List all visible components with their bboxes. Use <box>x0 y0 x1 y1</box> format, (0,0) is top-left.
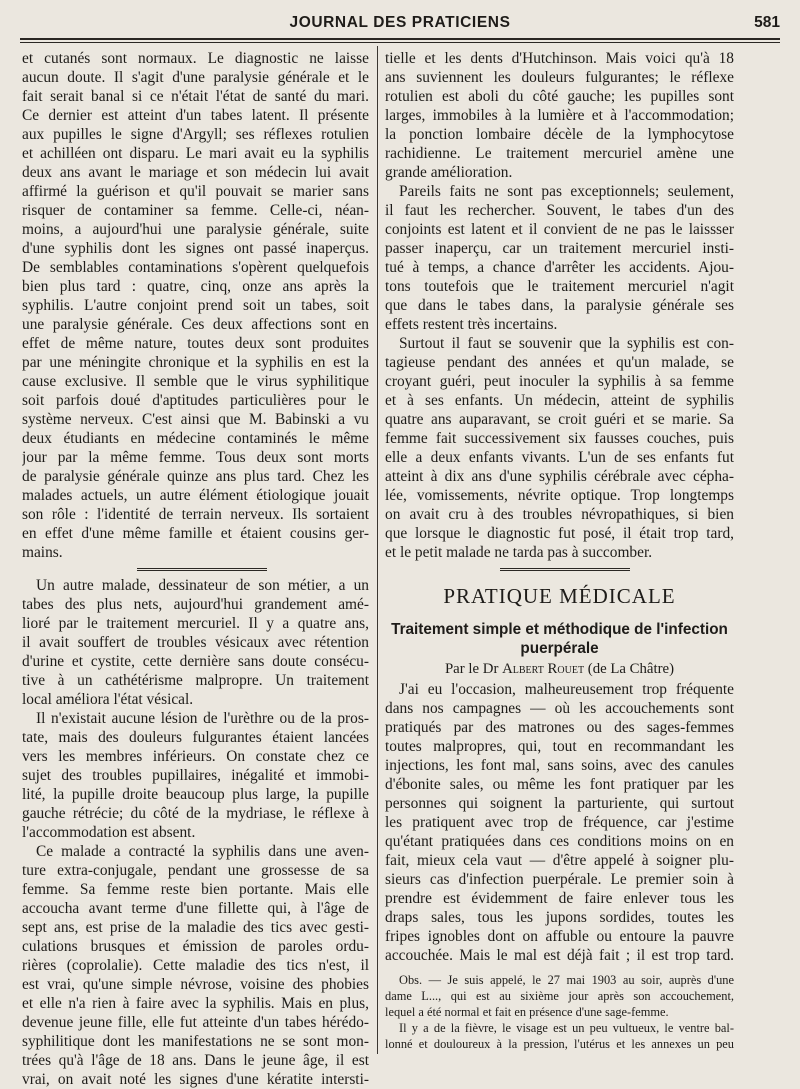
text-line: d'ébonite sales, ou même les font pratiquer par les <box>385 776 734 793</box>
text-line: jour par la même femme. Tous deux sont morts <box>22 449 369 466</box>
text-line: tué à temps, a chance d'arrêter les accidents. Ajou- <box>385 259 734 276</box>
text-line: tons toutefois que le traitement mercuriel n'agit <box>385 278 734 295</box>
text-line: larges, immobiles à la lumière et à l'accommodation; <box>385 107 734 124</box>
text-line: syphilitique dont les manifestations ne se sont mon- <box>22 1033 369 1050</box>
text-line: il faut les rechercher. Souvent, le tabes d'un des <box>385 202 734 219</box>
text-line: en effet d'une même famille et étaient cousins ger- <box>22 525 369 542</box>
text-line: ture extra-conjugale, pendant une grossesse de sa <box>22 862 369 879</box>
text-line: et elle n'a rien à faire avec la syphilis. Mais en plus, <box>22 995 369 1012</box>
text-line: fait, mieux cela vaut — d'être appelé à soigner plu- <box>385 852 734 869</box>
text-line: cause exclusive. Il semble que le virus syphilitique <box>22 373 369 390</box>
right-column-paragraph-group <box>385 49 734 562</box>
article-title-line-1: Traitement simple et méthodique de l'infection <box>391 621 728 638</box>
text-line: femme. Sa femme reste bien portante. Mais elle <box>22 881 369 898</box>
text-line: injections, les font mal, sans soins, avec des canules <box>385 757 734 774</box>
running-head <box>20 12 780 38</box>
text-line: accouchée. Mais le mal est déjà fait ; il est trop tard. <box>385 947 734 964</box>
text-line: grande amélioration. <box>385 164 513 181</box>
text-line: par une méningite chronique et la syphilis en est la <box>22 354 369 371</box>
text-line: personnes qui soignent la parturiente, qui surtout <box>385 795 734 812</box>
byline-place: (de La Châtre) <box>587 661 675 677</box>
text-line: trées qu'à l'âge de 18 ans. Dans le jeune âge, il est <box>22 1052 369 1069</box>
text-line: ans suviennent les douleurs fulgurantes; le réflexe <box>385 69 734 86</box>
text-line: que dans le tabes dans, la paralysie générale ses <box>385 297 734 314</box>
text-line: Surtout il faut se souvenir que la syphilis est con- <box>399 335 734 352</box>
text-line: sujet des troubles pupillaires, inégalité et immobi- <box>22 767 369 784</box>
column-divider <box>377 46 378 1054</box>
text-line: Il n'existait aucune lésion de l'urèthre ou de la pros- <box>36 710 369 727</box>
byline-prefix: Par le Dr <box>444 661 499 677</box>
text-line: soit parfois doué d'aptitudes particulières pour le <box>22 392 369 409</box>
text-line: draps sales, tous les jupons sordides, toutes les <box>385 909 734 926</box>
text-line: et le petit malade ne tarda pas à succomber. <box>385 544 653 561</box>
text-line: risquer de contaminer sa femme. Celle-ci, néan- <box>22 202 369 219</box>
text-line: deux ans avant le mariage et son médecin lui avait <box>22 164 369 181</box>
text-line: J'ai eu l'occasion, malheureusement trop fréquente <box>399 681 734 698</box>
text-line: effet de même nature, toutes deux sont produites <box>22 335 369 352</box>
text-line: Pareils faits ne sont pas exceptionnels; seulement, <box>399 183 734 200</box>
text-line: effets restent très incertains. <box>385 316 558 333</box>
text-line: son rôle : l'identité de terrain nerveux. Ils sortaient <box>22 506 369 523</box>
text-line: quatre ans auparavant, se croit guéri et se marie. Sa <box>385 411 734 428</box>
text-line: lité, la pupille droite beaucoup plus large, la pupille <box>22 786 369 803</box>
text-line: bien plus tard : quatre, cinq, onze ans après la <box>22 278 369 295</box>
text-line: rières (coprolalie). Cette maladie des tics n'est, il <box>22 957 369 974</box>
text-line: elle a deux enfants vivants. L'un de ses enfants fut <box>385 449 734 466</box>
section-separator <box>385 562 734 576</box>
text-line: lée, vomissements, névrite optique. Trop longtemps <box>385 487 734 504</box>
text-line: affirmé la guérison et qu'il pouvait se marier sans <box>22 183 369 200</box>
text-line: Ce dernier est atteint d'un tabes latent. Il présente <box>22 107 369 124</box>
text-line: lonné et douloureux à la pression, l'utérus et les annexes un peu <box>385 1037 734 1051</box>
text-line: prendre est évidemment de faire enlever tous les <box>385 890 734 907</box>
article-byline <box>385 658 734 680</box>
text-line: syphilis. L'autre conjoint prend soit un tabes, soit <box>22 297 369 314</box>
header-rule <box>20 38 780 40</box>
header-rule-thin <box>20 42 780 43</box>
text-line: local améliora l'état vésical. <box>22 691 194 708</box>
article-body <box>385 680 734 965</box>
text-line: aucun doute. Il s'agit d'une paralysie générale et le <box>22 69 369 86</box>
text-line: atteint à dix ans d'une syphilis cérébrale avec cépha- <box>385 468 734 485</box>
text-line: Ce malade a contracté la syphilis dans une aven- <box>36 843 369 860</box>
text-line: mains. <box>22 544 63 561</box>
text-line: est vrai, qu'une simple névrose, voisine des phobies <box>22 976 369 993</box>
text-line: sieurs cas d'infection puerpérale. Le premier soin à <box>385 871 734 888</box>
section-heading: PRATIQUE MÉDICALE <box>443 584 676 608</box>
left-column-second-group <box>22 576 369 1089</box>
text-line: la ponction lombaire décèle de la lymphocytose <box>385 126 734 143</box>
journal-title: JOURNAL DES PRATICIENS <box>289 14 511 31</box>
text-line: tive à un cathétérisme malpropre. Un traitement <box>22 672 369 689</box>
text-line: dans nos campagnes — où les accouchements sont <box>385 700 734 717</box>
text-line: conjoints est latent et il convient de ne pas le laissser <box>385 221 734 238</box>
text-line: Il y a de la fièvre, le visage est un peu vultueux, le ventre bal- <box>399 1021 734 1035</box>
text-line: deux étudiants en médecine contaminés le même <box>22 430 369 447</box>
text-line: moins, a aujourd'hui une paralysie générale, suite <box>22 221 369 238</box>
text-line: on avait cru à des troubles névropathiques, si bien <box>385 506 734 523</box>
text-line: que lorsque le diagnostic fut posé, il était trop tard, <box>385 525 734 542</box>
text-line: femme fait successivement six fausses couches, puis <box>385 430 734 447</box>
text-line: toutes malpropres, qui, tout en recommandant les <box>385 738 734 755</box>
observation-note <box>385 972 734 1052</box>
text-line: dame L..., qui est au sixième jour après son accouchement, <box>385 989 734 1003</box>
text-line: de paralysie générale quinze ans plus tard. Chez les <box>22 468 369 485</box>
text-line: vers les membres inférieurs. On constate chez ce <box>22 748 369 765</box>
text-line: croyant guéri, peut inoculer la syphilis à sa femme <box>385 373 734 390</box>
text-line: tabes des plus nets, aujourd'hui grandement amé- <box>22 596 369 613</box>
text-line: gauche rétrécie; du côté de la mydriase, le réflexe à <box>22 805 369 822</box>
text-line: système nerveux. C'est ainsi que M. Babinski a vu <box>22 411 369 428</box>
text-line: et achilléen ont disparu. Le mari avait eu la syphilis <box>22 145 369 162</box>
text-line: Obs. — Je suis appelé, le 27 mai 1903 au soir, auprès d'une <box>399 973 734 987</box>
text-line: lequel a été normal et fait en présence d'une sage-femme. <box>385 1005 669 1019</box>
text-line: tagieuse pendant des années et qu'un malade, se <box>385 354 734 371</box>
text-line: qu'étant pratiquées dans ces conditions moins on en <box>385 833 734 850</box>
text-line: aux pupilles le signe d'Argyll; ses réflexes rotulien <box>22 126 369 143</box>
text-line: devenue jeune fille, elle fut atteinte d'un tabes hérédo- <box>22 1014 369 1031</box>
left-column-separator <box>22 562 369 576</box>
text-line: et à ses enfants. Un médecin, atteint de syphilis <box>385 392 734 409</box>
text-line: pratiqués par des matrones ou des sages-femmes <box>385 719 734 736</box>
text-line: l'accommodation est absent. <box>22 824 196 841</box>
text-line: fripes ignobles dont on affuble ou entoure la pauvre <box>385 928 734 945</box>
text-line: malades actuels, un autre élément étiologique jouait <box>22 487 369 504</box>
text-line: il avait souffert de troubles vésicaux avec rétention <box>22 634 369 651</box>
text-line: passer inaperçu, car un traitement mercuriel insti- <box>385 240 734 257</box>
left-column <box>22 49 369 1089</box>
text-line: une paralysie générale. Ces deux affections sont en <box>22 316 369 333</box>
text-line: rachidienne. Le traitement mercuriel amène une <box>385 145 734 162</box>
text-line: tielle et les dents d'Hutchinson. Mais voici qu'à 18 <box>385 50 734 67</box>
right-column <box>385 49 734 1052</box>
article-title-line-2: puerpérale <box>520 640 599 657</box>
text-line: Un autre malade, dessinateur de son métier, a un <box>36 577 369 594</box>
text-line: vrai, on avait noté les signes d'une kératite intersti- <box>22 1071 369 1088</box>
text-line: De semblables contaminations s'opèrent quelquefois <box>22 259 369 276</box>
text-line: accoucha avant terme d'une fillette qui, à l'âge de <box>22 900 369 917</box>
text-line: lioré par le traitement mercuriel. Il y a quatre ans, <box>22 615 369 632</box>
byline-author: Albert Rouet <box>502 661 585 677</box>
text-line: les pratiquent avec trop de fréquence, car j'estime <box>385 814 734 831</box>
left-column-paragraph-group <box>22 49 369 562</box>
page-number: 581 <box>754 14 780 31</box>
text-line: culations brusques et émission de paroles ordu- <box>22 938 369 955</box>
text-line: d'une syphilis dont les signes ont passé inaperçus. <box>22 240 369 257</box>
text-line: rotulien est aboli du côté gauche; les pupilles sont <box>385 88 734 105</box>
text-line: sept ans, est prise de la maladie des tics avec gesti- <box>22 919 369 936</box>
text-line: et cutanés sont normaux. Le diagnostic ne laisse <box>22 50 369 67</box>
text-line: tate, mais des douleurs fulgurantes étaient lancées <box>22 729 369 746</box>
text-line: d'urine et cystite, cette dernière sans doute consécu- <box>22 653 369 670</box>
text-line: fait serait banal si ce n'était l'état de santé du mari. <box>22 88 369 105</box>
